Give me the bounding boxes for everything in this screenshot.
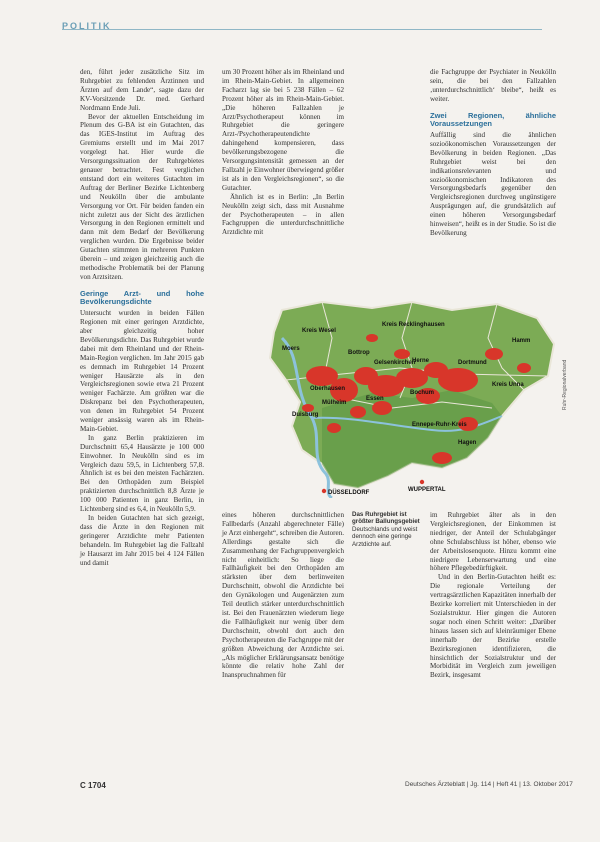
map-caption: [352, 511, 422, 548]
city-label: Kreis Recklinghausen: [382, 322, 445, 328]
city-label-dusseldorf: DÜSSELDORF: [328, 490, 370, 496]
city-label: Bottrop: [348, 350, 370, 356]
text-column-2: [222, 68, 344, 237]
paragraph: den, führt jeder zusätzliche Sitz im Ruhrgebiet zu fehlenden Ärztinnen und Ärzten auf dem Lande“, sagte dazu der KV-Vorsitzende Dr. med. Gerhard Nordmann Ende Juli.: [80, 68, 204, 112]
paragraph: In beiden Gutachten hat sich gezeigt, dass die Ärzte in den Regionen mit geringerer Arztdichte mehr Patienten behandeln. Im Ruhrgebiet lag die Fallzahl je Hausarzt im Jahr 2015 bei 4 124 Fällen und damit: [80, 514, 204, 567]
city-marker: [322, 489, 326, 493]
paragraph: Auffällig sind die ähnlichen sozioökonomischen Voraussetzungen der Bevölkerung in beiden Regionen. „Das Ruhrgebiet weist bei den indikationsrelevanten und sozioökonomischen Indikatoren des Versorgungsbedarfs gegenüber den Vergleichsregionen durchweg ungünstigere Ausprägungen auf, die grundsätzlich auf einen höheren Versorgungsbedarf hinweisen“, heißt es in der Studie. So ist die Bevölkerung: [430, 131, 556, 237]
page-number: C 1704: [80, 781, 106, 790]
city-label: Oberhausen: [310, 386, 346, 392]
caption-title: Das Ruhrgebiet ist größter Ballungsgebiet: [352, 511, 420, 526]
paragraph: im Ruhrgebiet älter als in den Vergleichsregionen, der Einkommen ist niedriger, der Anteil der Schulabgänger ohne Schulabschluss ist höher, ebenso wie der Arbeitslosenquote. Hinzu kommt eine niedrigere Lebenserwartung und eine höhere Pflegebedürftigkeit.: [430, 511, 556, 573]
paragraph: eines höheren durchschnittlichen Fallbedarfs (Anzahl abgerechneter Fälle) je Arzt einhergeht“, schreiben die Autoren. Allerdings gestalte sich die Zusammenhang der Fachgruppenvergleich nicht einheitlich: So liege die Fallhäufigkeit bei den Orthopäden am stärksten über dem berlinweiten Durchschnitt, obwohl die Arztdichte bei den Gynäkologen und Augenärzten zum Teil deutlich stärker unterdurchschnittlich ist. Bei den Frauenärzten wiederum liege die Fallhäufigkeit nur wenig über dem Durchschnitt, obwohl dort auch den Psychotherapeuten die Fachgruppe mit der größten Abweichung der Arztdichte sei. „Als möglicher Erklärungsansatz benötige könnte die relativ hohe Zahl der Inanspruchnahmen für: [222, 511, 344, 680]
paragraph: Bevor der aktuellen Entscheidung im Plenum des G-BA ist ein Gutachten, das das IGES-Institut im Auftrag des Gremiums erstellt und im Mai 2017 vorgelegt hat. Hier wurde die Versorgungssituation der Ruhrgebietes genauer betrachtet. Fest verglichen entstand dort ein weiteres Gutachten im Auftrag der Berliner Bezirke Lichtenberg und Neukölln über die ambulante Versorgung vor Ort. Für beiden fanden ein nicht zuletzt aus der Sicht des ärztlichen Versorgung in den Regionen ermittelt und dann mit dem Bedarf der Bevölkerung verglichen wurden. Die Ergebnisse beider Gutachten stimmten in mehreren Punkten überein – und zeigen gleichzeitig auch die methodische Problematik bei der Planung von Arztsitzen.: [80, 112, 204, 281]
image-credit: Ruhr-Regionalverband: [562, 359, 568, 410]
city-label-wuppertal: WUPPERTAL: [408, 487, 446, 493]
city-label: Mülheim: [322, 400, 347, 406]
city-label: Dortmund: [458, 360, 487, 366]
city-label: Gelsenkirchen: [374, 360, 416, 366]
paragraph: Untersucht wurden in beiden Fällen Regionen mit einer geringen Arztdichte, aber gleichzeitig hoher Bevölkerungsdichte. Das Ruhrgebiet wurde dabei mit dem Rheinland und der Rhein-Main-Region verglichen. Im Jahr 2015 gab es demnach im Ruhrgebiet 14 Prozent weniger Hausärzte als in den Vergleichsregionen sowie etwa 21 Prozent weniger Fachärzte. Am größten war die Diskrepanz bei den Psychotherapeuten, von denen im Ruhrgebiet 54 Prozent weniger ansässig waren als im Rhein-Main-Gebiet.: [80, 309, 204, 433]
ruhr-region-map: [262, 298, 560, 498]
city-label: Essen: [366, 396, 384, 402]
city-label: Ennepe-Ruhr-Kreis: [412, 422, 467, 428]
paragraph: um 30 Prozent höher als im Rheinland und im Rhein-Main-Gebiet. In allgemeinen Facharzt lag sie bei 5 238 Fällen – 62 Prozent höher als im Rhein-Main-Gebiet. „Die höheren Fallzahlen je Arzt/Psychotherapeut können im Ruhrgebiet die geringere Arzt-/Psychotherapeutendichte dahingehend kompensieren, dass bevölkerungsbezogene die Versorgungsintensität gemessen an der Fallzahl je Einwohner überwiegend größer ist als in den Vergleichsregionen“, so die Gutachter.: [222, 68, 344, 192]
city-label: Kreis Unna: [492, 382, 524, 388]
text-column-3: [430, 68, 556, 238]
paragraph: Ähnlich ist es in Berlin: „In Berlin Neukölln zeigt sich, dass mit Ausnahme der Psychotherapeuten – in allen Fachgruppen die unterdurchschnittliche Arztdichte mit: [222, 192, 344, 237]
journal-citation: Deutsches Ärzteblatt | Jg. 114 | Heft 41 | 13. Oktober 2017: [405, 781, 573, 788]
text-column-3-lower: [430, 511, 556, 680]
section-label: POLITIK: [62, 21, 112, 31]
subheading: Zwei Regionen, ähnliche Voraussetzungen: [430, 110, 556, 129]
header-rule: [62, 29, 542, 30]
city-label: Duisburg: [292, 412, 319, 418]
city-label: Hamm: [512, 338, 531, 344]
city-label: Kreis Wesel: [302, 328, 336, 334]
paragraph: In ganz Berlin praktizieren im Durchschnitt 65,4 Hausärzte je 100 000 Einwohner. In Neukölln sind es im Vergleich dazu 59,5, in Lichtenberg 57,8. Ähnlich ist es bei den meisten Fachärzten. Bei den Orthopäden zum Beispiel praktizierten durchschnittlich 8,8 Ärzte je 100 000 Patienten in ganz Berlin, in Lichtenberg sind es 6,4, in Neukölln 5,9.: [80, 433, 204, 514]
text-column-1: [80, 68, 204, 567]
text-column-2-lower: [222, 511, 344, 680]
paragraph: die Fachgruppe der Psychiater in Neukölln sein, die bei den Fallzahlen ‚unterdurchschnittlich‘ bleibe“, heißt es weiter.: [430, 68, 556, 103]
city-label: Bochum: [410, 390, 434, 396]
city-label: Moers: [282, 346, 300, 352]
city-marker: [420, 480, 424, 484]
city-label: Herne: [412, 358, 430, 364]
caption-text: Deutschlands und weist dennoch eine geringe Arztdichte auf.: [352, 525, 418, 548]
paragraph: Und in den Berlin-Gutachten heißt es: Die regionale Verteilung der vertragsärztlichen Kapazitäten innerhalb der Bezirke korreliert mit Unterschieden in der Sozialstruktur. Hier gingen die Autoren sogar noch einen Schritt weiter: „Darüber hinaus lassen sich auf kleinräumiger Ebene innerhalb der Bezirke erstelle Bezirksregionen identifizieren, die hinsichtlich der Sozialstruktur und der Morbidität im Vergleich zum jeweiligen Bezirk, insgesamt: [430, 573, 556, 680]
subheading: Geringe Arzt- und hohe Bevölkerungsdichte: [80, 288, 204, 307]
city-label: Hagen: [458, 440, 477, 446]
